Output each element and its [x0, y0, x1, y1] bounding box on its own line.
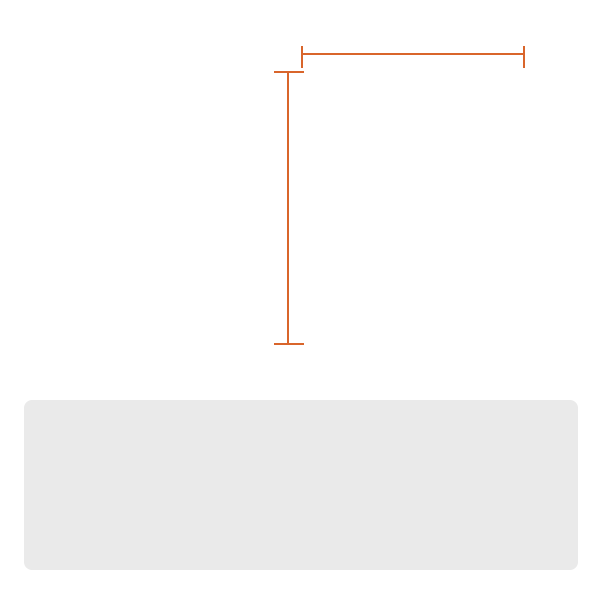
ground-spikes-icon — [64, 194, 194, 336]
zip-ties-icon — [66, 72, 190, 152]
wire-cage-image — [300, 62, 526, 374]
specs-table — [24, 400, 578, 570]
